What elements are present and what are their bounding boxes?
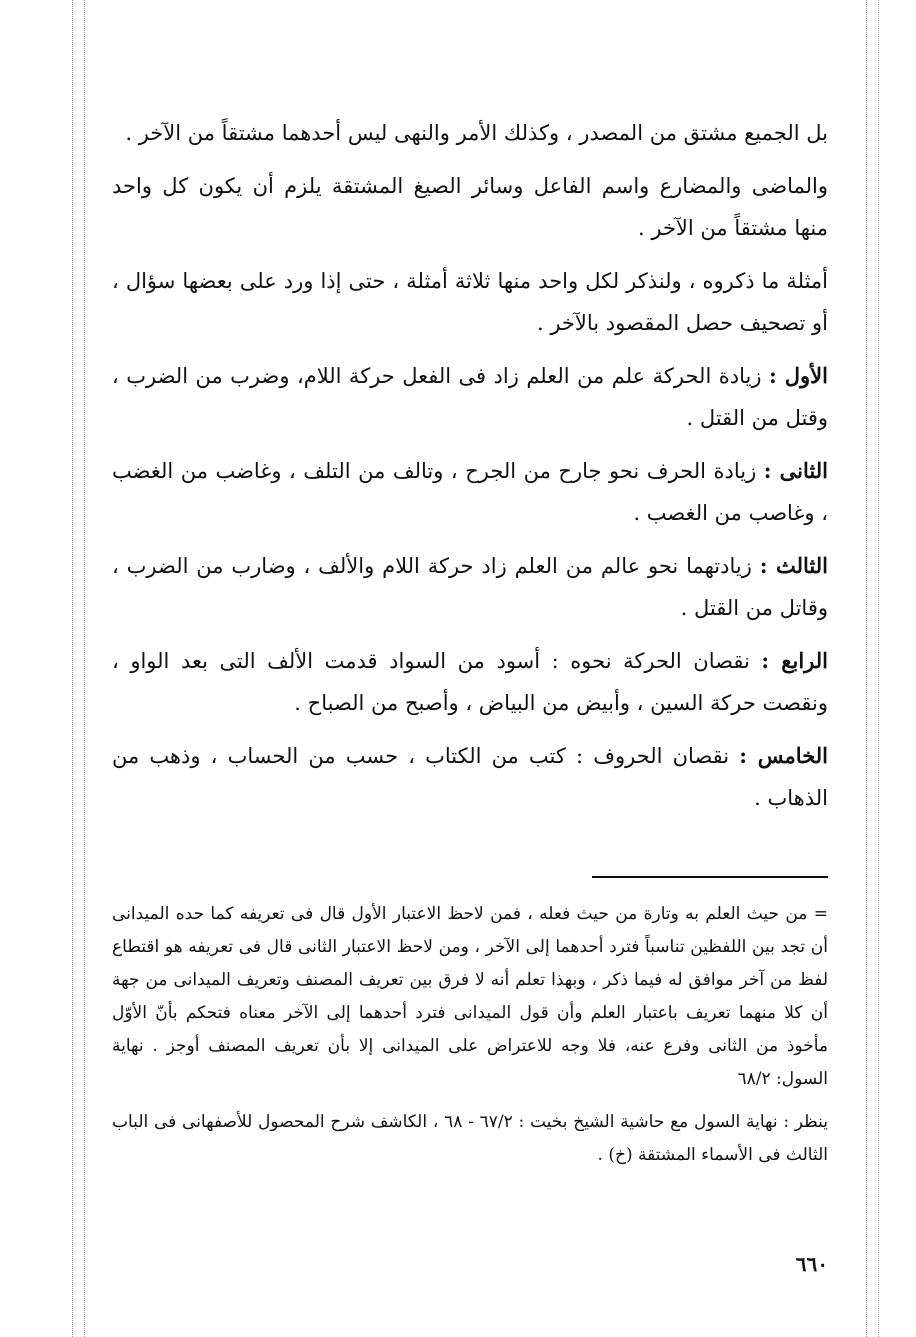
- left-dotted-guide-2: [84, 0, 85, 1337]
- main-text: [112, 112, 828, 830]
- paragraph-fifth-example: [112, 735, 828, 819]
- paragraph-third-example: [112, 545, 828, 629]
- paragraph-lead: الثانى :: [763, 458, 828, 483]
- left-dotted-guide-1: [72, 0, 73, 1337]
- paragraph-text: أمثلة ما ذكروه ، ولنذكر لكل واحد منها ثلاثة أمثلة ، حتى إذا ورد على بعضها سؤال ، أو تصحيف حصل المقصود بالآخر .: [112, 269, 828, 335]
- paragraph-second-example: [112, 450, 828, 534]
- paragraph-text: والماضى والمضارع واسم الفاعل وسائر الصيغ المشتقة يلزم أن يكون كل واحد منها مشتقاً من الآخر .: [112, 174, 828, 240]
- paragraph-lead: الأول :: [768, 363, 828, 388]
- footnote-2: ينظر : نهاية السول مع حاشية الشيخ بخيت : ٦٧/٢ - ٦٨ ، الكاشف شرح المحصول للأصفهانى فى الباب الثالث فى الأسماء المشتقة (خ) .: [112, 1112, 828, 1165]
- paragraph-text: نقصان الحروف : كتب من الكتاب ، حسب من الحساب ، وذهب من الذهاب .: [112, 744, 828, 810]
- paragraph-lead: الخامس :: [739, 743, 828, 768]
- right-dotted-guide-1: [866, 0, 867, 1337]
- paragraph-2: [112, 165, 828, 249]
- page-number: ٦٦٠: [795, 1252, 828, 1276]
- paragraph-lead: الرابع :: [761, 648, 828, 673]
- paragraph-3: [112, 260, 828, 344]
- paragraph-1: [112, 112, 828, 154]
- paragraph-text: زيادة الحركة علم من العلم زاد فى الفعل حركة اللام، وضرب من الضرب ، وقتل من القتل .: [112, 364, 828, 430]
- footnote-1: = من حيث العلم به وتارة من حيث فعله ، فمن لاحظ الاعتبار الأول قال فى تعريفه كما حده الميدانى أن تجد بين اللفظين تناسباً فترد أحدهما إلى الآخر ، ومن لاحظ الاعتبار الثانى قال فى تعريفه هو اقتطاع لفظ من آخر موافق له فيما ذكر ، وبهذا تعلم أنه لا فرق بين تعريف المصنف وتعريف الميدانى من جهة أن كلا منهما تعريف باعتبار العلم وأن قول الميدانى فترد أحدهما إلى الآخر معناه فتحكم بأنّ الأوّل مأخوذ من الثانى وفرع عنه، فلا وجه للاعتراض على الميدانى إلا بأن تعريف المصنف أوجز . نهاية السول: ٦٨/٢: [112, 904, 828, 1089]
- paragraph-fourth-example: [112, 640, 828, 724]
- paragraph-text: بل الجميع مشتق من المصدر ، وكذلك الأمر والنهى ليس أحدهما مشتقاً من الآخر .: [125, 121, 828, 145]
- paragraph-text: زيادتهما نحو عالم من العلم زاد حركة اللام والألف ، وضارب من الضرب ، وقاتل من القتل .: [112, 554, 828, 620]
- paragraph-text: نقصان الحركة نحوه : أسود من السواد قدمت الألف التى بعد الواو ، ونقصت حركة السين ، وأبيض من البياض ، وأصبح من الصباح .: [112, 649, 828, 715]
- paragraph-first-example: [112, 355, 828, 439]
- footnotes: [112, 898, 828, 1182]
- paragraph-lead: الثالث :: [759, 553, 828, 578]
- right-dotted-guide-2: [878, 0, 879, 1337]
- footnote-separator: [592, 876, 828, 878]
- paragraph-text: زيادة الحرف نحو جارح من الجرح ، وتالف من التلف ، وغاضب من الغضب ، وغاصب من الغصب .: [112, 459, 828, 525]
